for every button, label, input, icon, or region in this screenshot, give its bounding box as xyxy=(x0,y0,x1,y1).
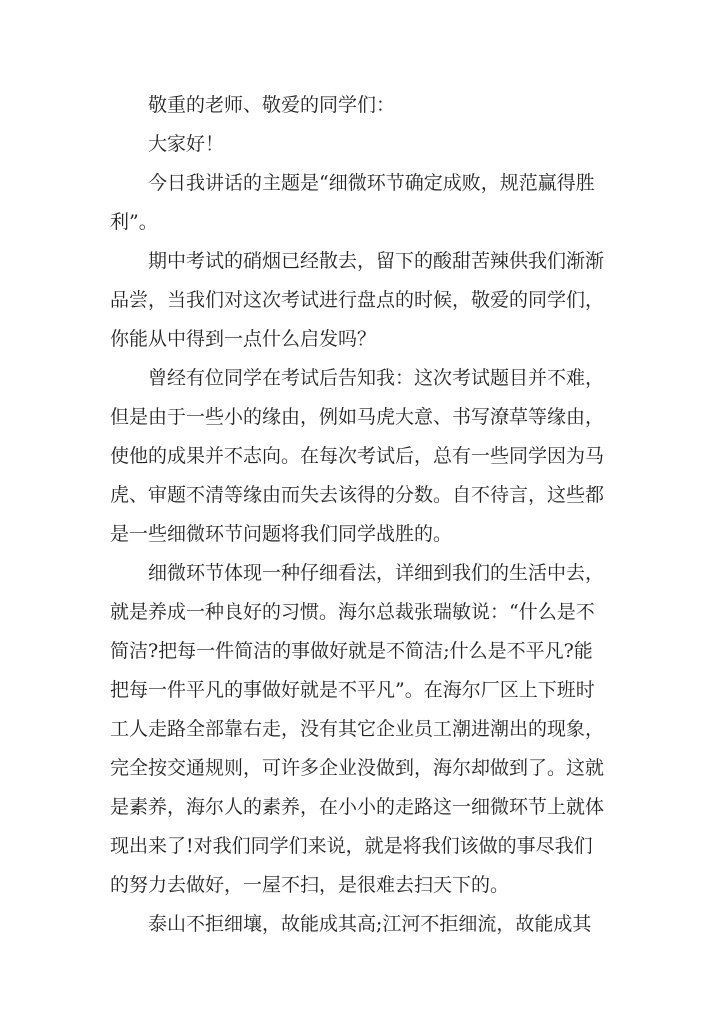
text-line: 现出来了!对我们同学们来说，就是将我们该做的事尽我们 xyxy=(110,835,593,857)
text-line: 利”。 xyxy=(110,211,158,233)
text-line: 是素养，海尔人的素养，在小小的走路这一细微环节上就体 xyxy=(110,796,605,818)
text-line: 品尝，当我们对这次考试进行盘点的时候，敬爱的同学们， xyxy=(110,289,605,311)
salutation-paragraph xyxy=(110,86,610,125)
topic-paragraph xyxy=(110,164,610,242)
text-line: 泰山不拒细壤，故能成其高;江河不拒细流，故能成其 xyxy=(148,913,592,935)
text-line: 工人走路全部靠右走，没有其它企业员工潮进潮出的现象， xyxy=(110,718,605,740)
text-line: 你能从中得到一点什么启发吗？ xyxy=(110,328,377,350)
text-line: 今日我讲话的主题是“细微环节确定成败，规范赢得胜 xyxy=(148,172,595,194)
exam-reflection-paragraph xyxy=(110,242,610,359)
text-line: 期中考试的硝烟已经散去，留下的酸甜苦辣供我们渐渐 xyxy=(148,250,605,272)
text-line: 敬重的老师、敬爱的同学们： xyxy=(148,94,396,116)
haier-example-paragraph xyxy=(110,554,610,905)
text-line: 但是由于一些小的缘由，例如马虎大意、书写潦草等缘由， xyxy=(110,406,605,428)
text-line: 简洁?把每一件简洁的事做好就是不简洁;什么是不平凡?能 xyxy=(110,640,593,662)
text-line: 把每一件平凡的事做好就是不平凡”。在海尔厂区上下班时 xyxy=(110,679,595,701)
text-line: 就是养成一种良好的习惯。海尔总裁张瑞敏说：“什么是不 xyxy=(110,601,595,623)
text-line: 是一些细微环节问题将我们同学战胜的。 xyxy=(110,523,453,545)
closing-paragraph xyxy=(110,905,610,944)
text-line: 曾经有位同学在考试后告知我：这次考试题目并不难， xyxy=(148,367,605,389)
text-line: 完全按交通规则，可许多企业没做到，海尔却做到了。这就 xyxy=(110,757,605,779)
text-line: 大家好！ xyxy=(148,133,225,155)
greeting-paragraph xyxy=(110,125,610,164)
text-line: 虎、审题不清等缘由而失去该得的分数。自不待言，这些都 xyxy=(110,484,605,506)
document-body xyxy=(110,86,610,944)
student-story-paragraph xyxy=(110,359,610,554)
text-line: 使他的成果并不志向。在每次考试后，总有一些同学因为马 xyxy=(110,445,605,467)
text-line: 细微环节体现一种仔细看法，详细到我们的生活中去， xyxy=(148,562,605,584)
text-line: 的努力去做好，一屋不扫，是很难去扫天下的。 xyxy=(110,874,510,896)
